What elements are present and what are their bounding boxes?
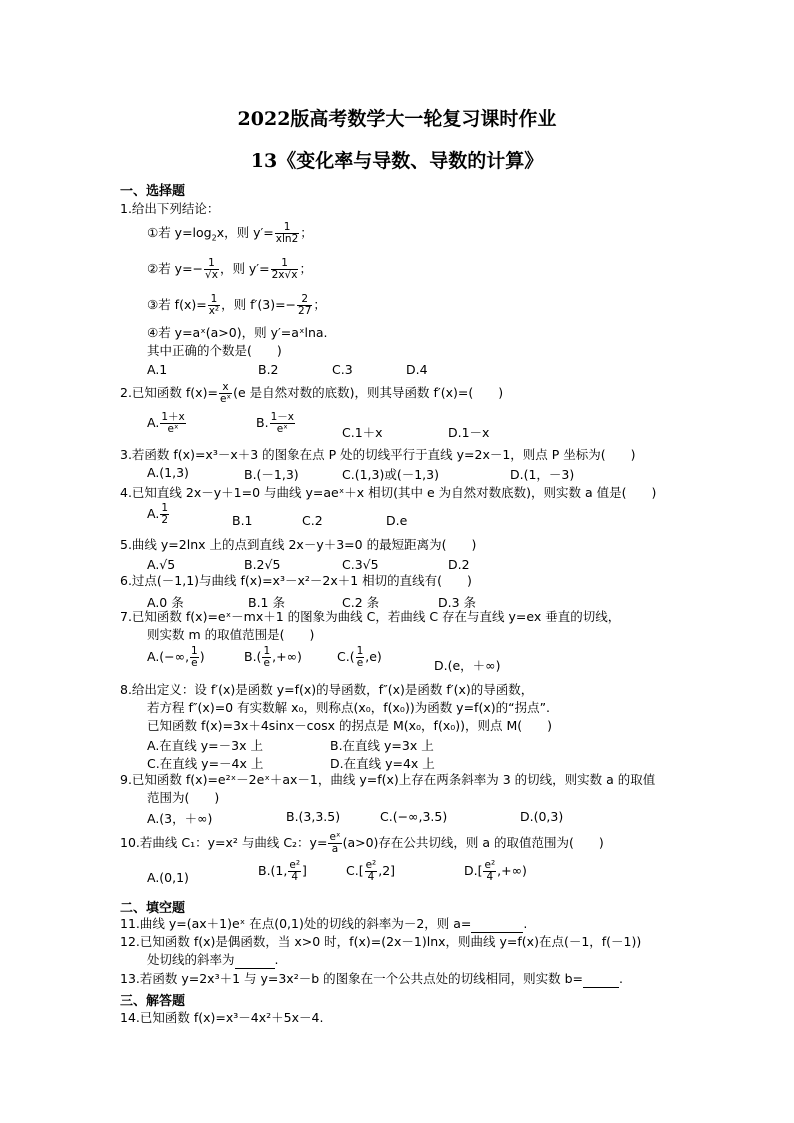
q7-option-a: A.(−∞, $\frac{1}{e}$ ) xyxy=(147,645,205,669)
doc-subtitle: 13《变化率与导数、导数的计算》 xyxy=(250,150,544,172)
q4-option-b: B.1 xyxy=(232,513,253,528)
q9-option-c: C.(−∞,3.5) xyxy=(380,809,448,824)
q9-option-b: B.(3,3.5) xyxy=(286,809,341,824)
q1-claim-4: ④若 y=aˣ(a>0)，则 y′=aˣlna. xyxy=(147,325,328,340)
q1-c2-fraction2: $\frac{1}{2x√x}$ xyxy=(271,257,298,281)
q13-stem xyxy=(120,971,623,988)
q10-option-c: C.[ $\frac{\text{e²}}{4}$ ,2] xyxy=(346,859,396,883)
q6-option-d: D.3 条 xyxy=(438,595,477,610)
q4-option-c: C.2 xyxy=(302,513,323,528)
q3-option-a: A.(1,3) xyxy=(147,465,189,480)
q10-text: 10.若曲线 C₁：y=x² 与曲线 C₂：y= xyxy=(120,835,328,850)
q9-option-d: D.(0,3) xyxy=(520,809,564,824)
q9-option-a: A.(3，＋∞) xyxy=(147,811,213,826)
q1-c1-fraction: $\frac{1}{xln2}$ xyxy=(275,221,299,245)
q8-option-a: A.在直线 y=－3x 上 xyxy=(147,738,263,753)
q2-fraction: $\frac{x}{\text{eˣ}}$ xyxy=(219,381,232,405)
q4-option-a: A. $\frac{1}{2}$ xyxy=(147,502,168,526)
q1-stem: 1.给出下列结论： xyxy=(120,201,220,216)
q14-stem: 14.已知函数 f(x)=x³－4x²＋5x－4. xyxy=(120,1010,324,1025)
q1-ask: 其中正确的个数是( ) xyxy=(147,343,282,358)
q3-option-c: C.(1,3)或(－1,3) xyxy=(342,467,439,482)
q1-c3-fraction: $\frac{1}{\text{x²}}$ xyxy=(208,293,220,317)
q6-option-c: C.2 条 xyxy=(342,595,380,610)
q7-line-2: 则实数 m 的取值范围是( ) xyxy=(147,627,315,642)
q1-claim-2: ②若 y=− $\frac{1}{√x}$ ，则 y′= $\frac{1}{2x√x}$ ； xyxy=(147,257,312,281)
q6-option-a: A.0 条 xyxy=(147,595,184,610)
q13-end: . xyxy=(619,971,623,986)
q8-line-2: 若方程 f″(x)=0 有实数解 x₀，则称点(x₀，f(x₀))为函数 y=f(x)的“拐点”. xyxy=(147,700,551,715)
section-heading-choice: 一、选择题 xyxy=(120,184,186,199)
q10-option-d: D.[ $\frac{\text{e²}}{4}$ ,+∞) xyxy=(464,859,527,883)
q11-stem xyxy=(120,916,527,933)
q10-text2: (a>0)存在公共切线，则 a 的取值范围为( ) xyxy=(342,835,604,850)
q11-answer-blank[interactable] xyxy=(471,916,523,933)
q6-stem: 6.过点(－1,1)与曲线 f(x)=x³－x²－2x＋1 相切的直线有( ) xyxy=(120,573,472,588)
q8-line-3: 已知函数 f(x)=3x＋4sinx－cosx 的拐点是 M(x₀，f(x₀))，则点 M( ) xyxy=(147,718,553,733)
q3-stem: 3.若函数 f(x)=x³－x＋3 的图象在点 P 处的切线平行于直线 y=2x－1，则点 P 坐标为( ) xyxy=(120,447,636,462)
q1-claim-1: ①若 $y=\log_2x$，则 y′= $\frac{1}{xln2}$ ； xyxy=(147,221,313,245)
q1-c2-text: ②若 y=− xyxy=(147,261,204,276)
q3-option-b: B.(－1,3) xyxy=(244,467,299,482)
q12-end: . xyxy=(274,952,279,967)
q8-line-1: 8.给出定义：设 f′(x)是函数 y=f(x)的导函数，f″(x)是函数 f′(x)的导函数， xyxy=(120,682,534,697)
q1-option-d: D.4 xyxy=(406,362,428,377)
q11-end: . xyxy=(523,916,528,931)
q9-line-2: 范围为( ) xyxy=(147,790,220,805)
q2-option-a: A. $\frac{1+x}{\text{eˣ}}$ xyxy=(147,411,185,435)
q6-option-b: B.1 条 xyxy=(248,595,285,610)
q2-text: 2.已知函数 f(x)= xyxy=(120,385,218,400)
q2-option-c: C.1＋x xyxy=(342,425,383,440)
q1-c3-fraction2: $\frac{2}{27}$ xyxy=(298,293,312,317)
q1-c1-text2: x，则 y′= xyxy=(216,225,274,240)
q8-option-c: C.在直线 y=－4x 上 xyxy=(147,756,264,771)
q2-stem xyxy=(120,382,503,405)
q2-option-d: D.1－x xyxy=(448,425,490,440)
q1-c3-text: ③若 f(x)= xyxy=(147,297,207,312)
q12-text: 处切线的斜率为 xyxy=(147,952,235,967)
section-heading-solve: 三、解答题 xyxy=(120,994,186,1009)
q1-option-a: A.1 xyxy=(147,362,168,377)
q1-option-c: C.3 xyxy=(332,362,353,377)
q5-stem: 5.曲线 y=2lnx 上的点到直线 2x－y＋3=0 的最短距离为( ) xyxy=(120,537,477,552)
q11-text: 11.曲线 y=(ax＋1)eˣ 在点(0,1)处的切线的斜率为－2，则 a= xyxy=(120,916,472,931)
q1-option-b: B.2 xyxy=(258,362,279,377)
q1-c1-text: ①若 y=log xyxy=(147,225,212,240)
q8-option-b: B.在直线 y=3x 上 xyxy=(330,738,434,753)
q4-stem: 4.已知直线 2x－y＋1=0 与曲线 y=aeˣ＋x 相切(其中 e 为自然对数底数)，则实数 a 值是( ) xyxy=(120,485,657,500)
q9-line-1: 9.已知函数 f(x)=e²ˣ－2eˣ＋ax－1，曲线 y=f(x)上存在两条斜率为 3 的切线，则实数 a 的取值 xyxy=(120,772,656,787)
q12-line-2 xyxy=(147,952,279,969)
q10-fraction: $\frac{\text{eˣ}}{a}$ xyxy=(329,831,341,855)
section-heading-fill: 二、填空题 xyxy=(120,901,186,916)
q5-option-d: D.2 xyxy=(448,557,470,572)
q10-option-b: B.(1, $\frac{\text{e²}}{4}$ ] xyxy=(258,859,307,883)
q1-c2-fraction: $\frac{1}{√x}$ xyxy=(205,257,218,281)
q13-text: 13.若函数 y=2x³＋1 与 y=3x²－b 的图象在一个公共点处的切线相同，则实数 b= xyxy=(120,971,584,986)
q7-line-1: 7.已知函数 f(x)=eˣ－mx＋1 的图象为曲线 C，若曲线 C 存在与直线 y=ex 垂直的切线， xyxy=(120,609,621,624)
q1-c3-text2: ，则 f′(3)=− xyxy=(221,297,297,312)
doc-title: 2022版高考数学大一轮复习课时作业 xyxy=(237,108,557,130)
q2-option-b: B. $\frac{1-x}{\text{eˣ}}$ xyxy=(256,411,294,435)
q10-option-a: A.(0,1) xyxy=(147,870,189,885)
q7-option-b: B.( $\frac{1}{e}$ ,+∞) xyxy=(244,645,302,669)
q5-option-c: C.3√5 xyxy=(342,557,379,572)
q1-c2-text2: ，则 y′= xyxy=(219,261,270,276)
q8-option-d: D.在直线 y=4x 上 xyxy=(330,756,435,771)
q12-line-1: 12.已知函数 f(x)是偶函数，当 x>0 时，f(x)=(2x－1)lnx，则曲线 y=f(x)在点(－1，f(－1)) xyxy=(120,934,642,949)
q3-option-d: D.(1，－3) xyxy=(510,467,575,482)
q1-claim-3: ③若 f(x)= $\frac{1}{\text{x²}}$ ，则 f′(3)=− $\frac{2}{27}$ ； xyxy=(147,293,326,317)
q10-stem xyxy=(120,832,604,855)
q7-option-c: C.( $\frac{1}{e}$ ,e) xyxy=(337,645,382,669)
q12-answer-blank[interactable] xyxy=(235,952,275,969)
q4-option-d: D.e xyxy=(386,513,408,528)
q5-option-a: A.√5 xyxy=(147,557,176,572)
q13-answer-blank[interactable] xyxy=(583,971,619,988)
q2-text2: (e 是自然对数的底数)，则其导函数 f′(x)=( ) xyxy=(233,385,504,400)
q5-option-b: B.2√5 xyxy=(244,557,281,572)
q7-option-d: D.(e，＋∞) xyxy=(434,658,501,673)
